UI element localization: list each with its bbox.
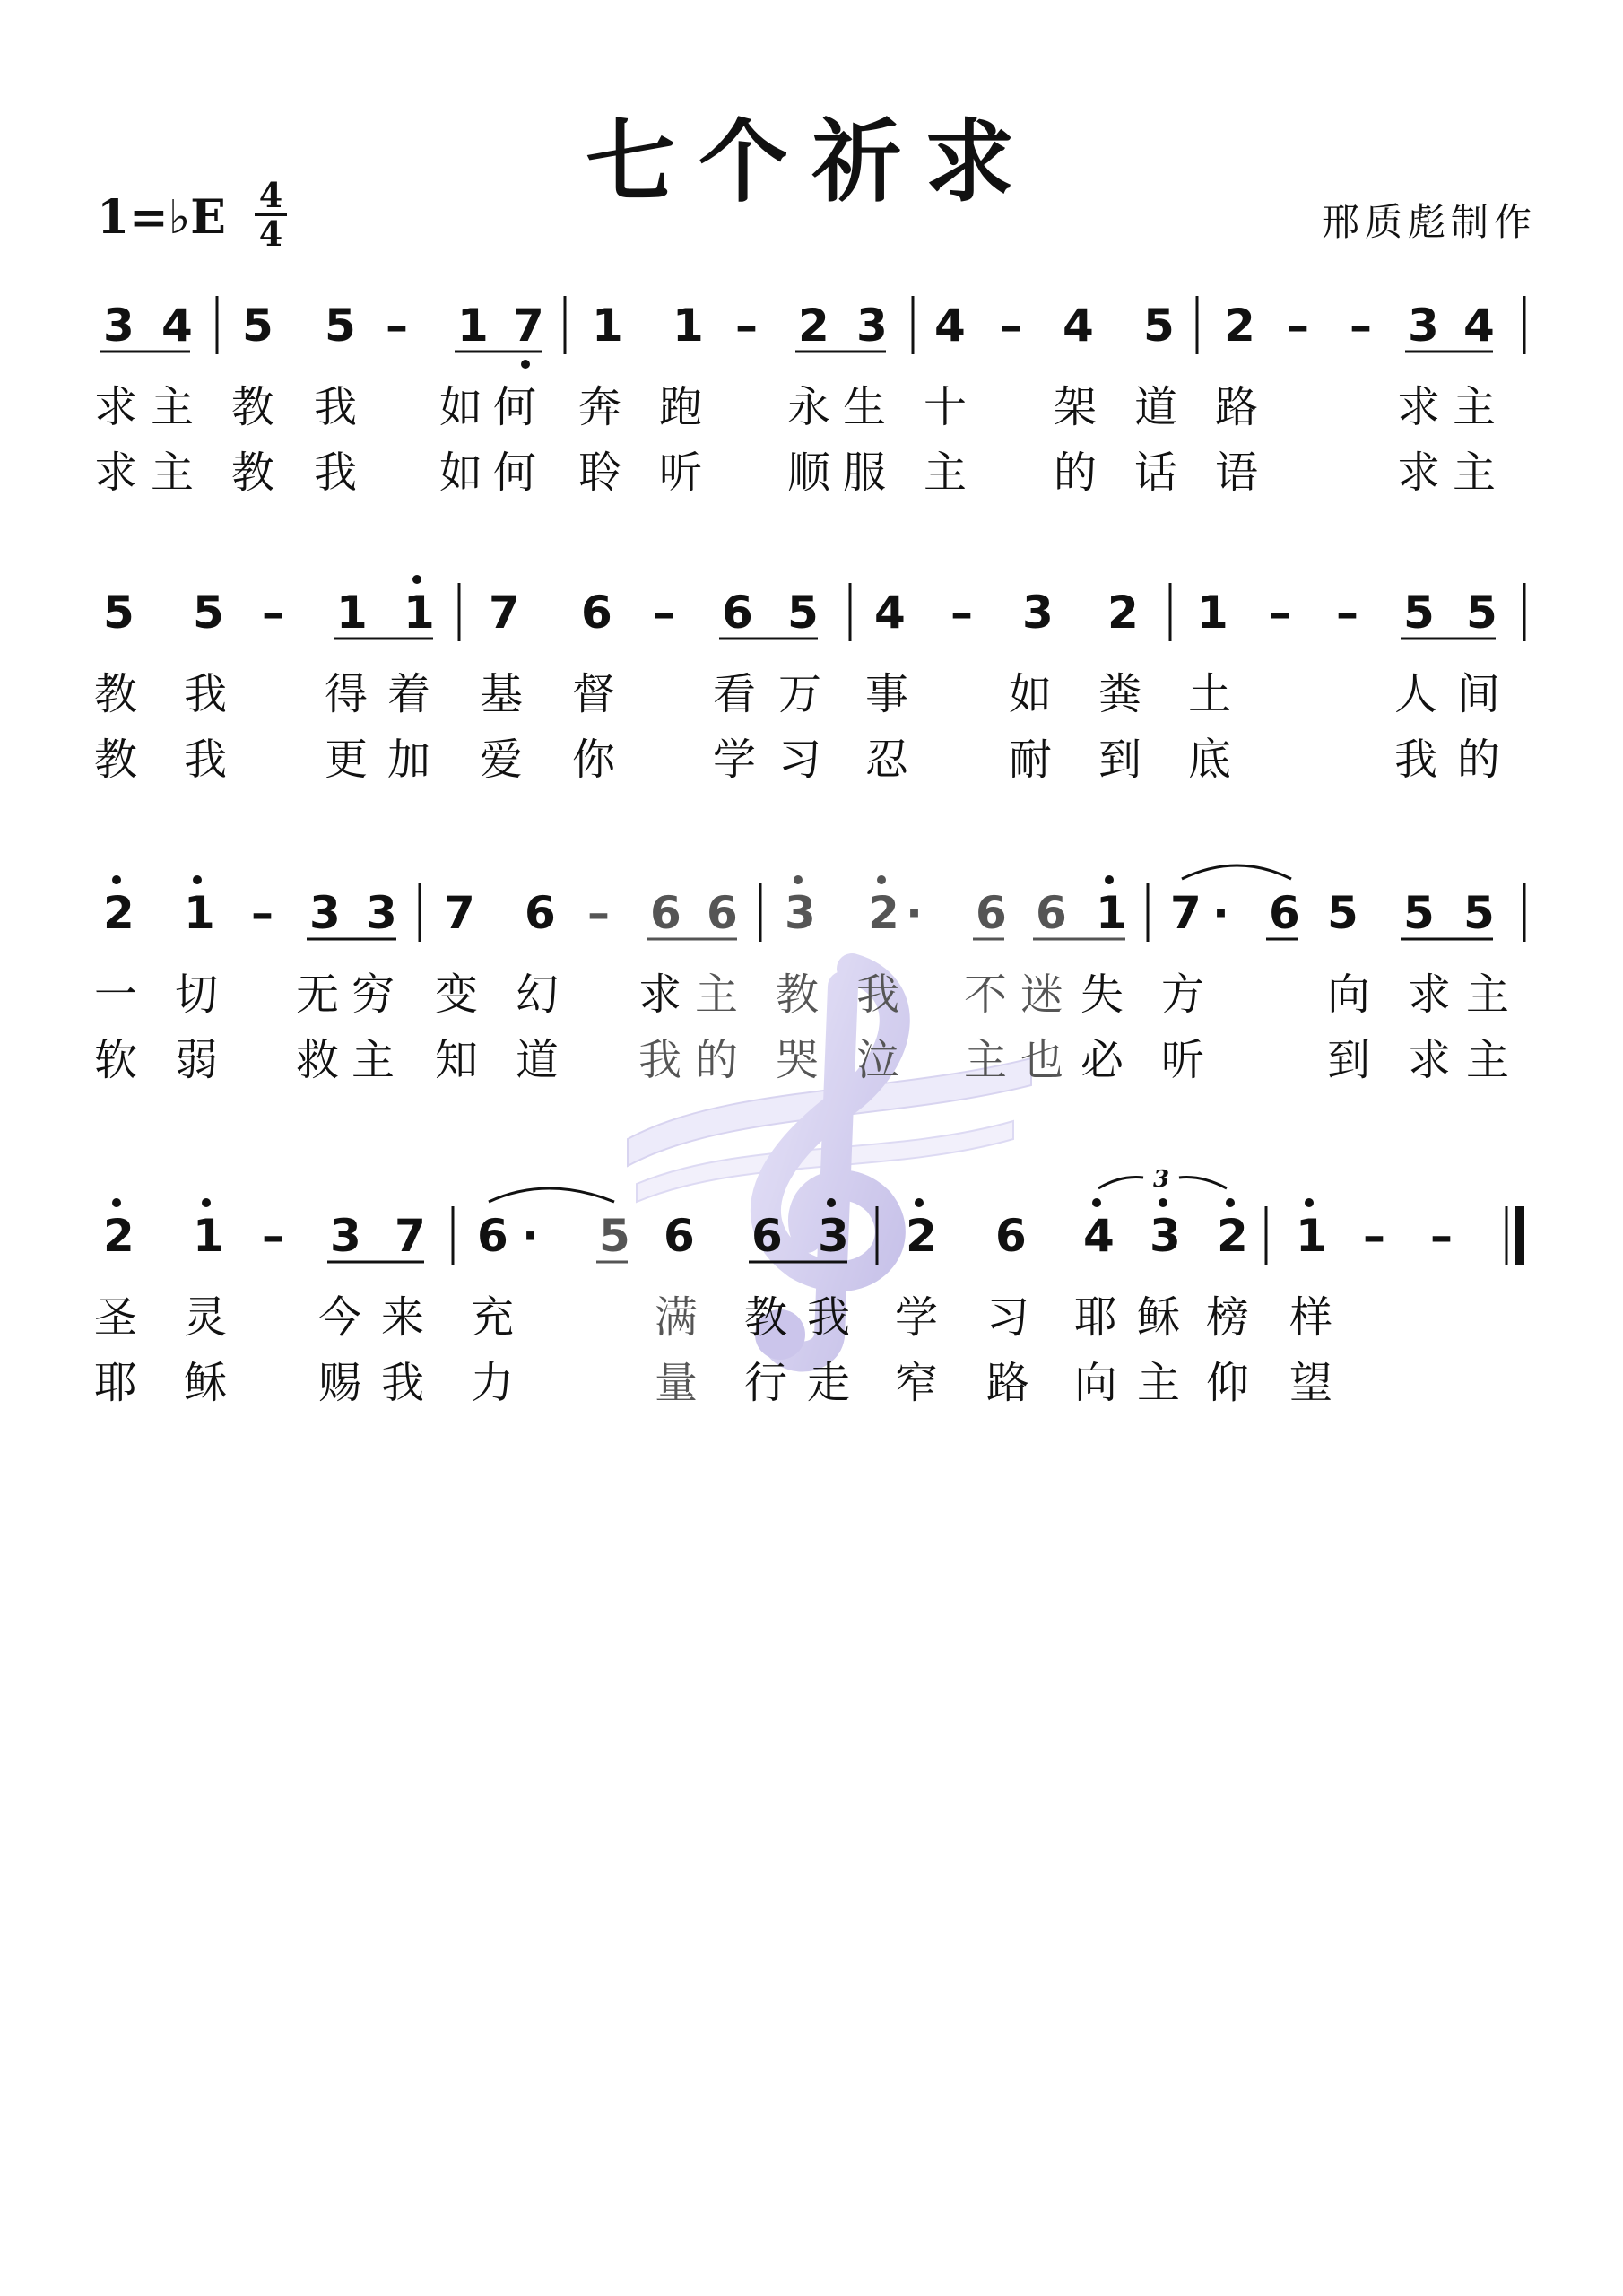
lyric-line-1 <box>0 372 1623 432</box>
lyric: 泣 <box>856 1035 900 1085</box>
lyric: 底 <box>1188 735 1232 785</box>
note: 1 <box>184 887 215 939</box>
lyric: 样 <box>1289 1292 1333 1343</box>
note: 6 <box>1269 887 1300 939</box>
lyric: 教 <box>94 735 138 785</box>
lyric: 变 <box>435 970 479 1020</box>
lyric: 迷 <box>1020 970 1064 1020</box>
note: 7 <box>395 1210 426 1262</box>
lyric: 跑 <box>659 382 703 432</box>
author-credit: 邢质彪制作 <box>1321 200 1537 244</box>
note: – <box>950 587 973 639</box>
note: 5 <box>1403 587 1435 639</box>
lyric: 顺 <box>787 448 831 498</box>
note: 6 <box>664 1210 695 1262</box>
note: – <box>1363 1210 1385 1262</box>
octave-dot-above <box>1092 1198 1101 1207</box>
lyric: 求 <box>1408 1035 1452 1085</box>
lyric: 看 <box>713 669 757 719</box>
lyric: 力 <box>471 1358 515 1408</box>
lyric: 更 <box>325 735 369 785</box>
lyric: 行 <box>744 1358 788 1408</box>
note: · <box>522 1210 539 1262</box>
lyric: 幻 <box>516 970 560 1020</box>
note: 2 <box>1217 1210 1248 1262</box>
note: 1 <box>404 587 435 639</box>
lyric: 习 <box>778 735 822 785</box>
lyric: 走 <box>807 1358 851 1408</box>
lyric: 我 <box>638 1035 682 1085</box>
note: – <box>1350 300 1372 352</box>
octave-dot-above <box>1305 1198 1314 1207</box>
lyric: 满 <box>655 1292 699 1343</box>
note: – <box>1287 300 1309 352</box>
lyric-line-2 <box>0 438 1623 498</box>
note: 2 <box>103 1210 135 1262</box>
lyric: 哭 <box>776 1035 820 1085</box>
note: 3 <box>330 1210 361 1262</box>
lyric: 如 <box>439 448 483 498</box>
octave-dot-above <box>794 875 803 884</box>
octave-dot-above <box>202 1198 211 1207</box>
note: 2 <box>1224 300 1255 352</box>
note: 3 <box>1150 1210 1181 1262</box>
lyric: 道 <box>516 1035 560 1085</box>
note: 2 <box>798 300 829 352</box>
lyric-line-1 <box>0 659 1623 719</box>
lyric: 何 <box>493 382 537 432</box>
note: – <box>1000 300 1022 352</box>
lyric: 求 <box>94 448 138 498</box>
lyric: 量 <box>655 1358 699 1408</box>
lyric: 的 <box>1054 448 1098 498</box>
note: 1 <box>457 300 489 352</box>
lyric: 也 <box>1020 1035 1064 1085</box>
lyric: 主 <box>352 1035 395 1085</box>
lyric: 知 <box>435 1035 479 1085</box>
lyric-line-1 <box>0 960 1623 1020</box>
lyric: 服 <box>843 448 887 498</box>
lyric: 稣 <box>184 1358 228 1408</box>
note: 3 <box>366 887 397 939</box>
lyric: 十 <box>924 382 968 432</box>
lyric: 主 <box>1466 970 1510 1020</box>
lyric: 听 <box>1161 1035 1205 1085</box>
note: – <box>251 887 273 939</box>
lyric: 求 <box>638 970 682 1020</box>
lyric: 教 <box>744 1292 788 1343</box>
lyric: 来 <box>381 1292 425 1343</box>
octave-dot-above <box>112 1198 121 1207</box>
note: 2 <box>868 887 899 939</box>
note: – <box>1269 587 1291 639</box>
lyric: 听 <box>659 448 703 498</box>
note: 6 <box>477 1210 508 1262</box>
note: 3 <box>818 1210 849 1262</box>
note: 4 <box>1463 300 1495 352</box>
lyric: 主 <box>151 448 195 498</box>
lyric: 粪 <box>1098 669 1142 719</box>
note: – <box>386 300 408 352</box>
lyric: 一 <box>94 970 138 1020</box>
lyric: 主 <box>1453 382 1497 432</box>
lyric: 事 <box>865 669 909 719</box>
lyric-line-2 <box>0 1348 1623 1408</box>
lyric: 如 <box>439 382 483 432</box>
lyric: 架 <box>1054 382 1098 432</box>
note: 1 <box>1096 887 1127 939</box>
lyric: 耐 <box>1009 735 1053 785</box>
lyric: 万 <box>778 669 822 719</box>
lyric: 主 <box>924 448 968 498</box>
lyric: 求 <box>1397 448 1441 498</box>
octave-dot-above <box>877 875 886 884</box>
note: 1 <box>1197 587 1228 639</box>
note: 5 <box>193 587 224 639</box>
note: 5 <box>599 1210 630 1262</box>
note: 5 <box>242 300 273 352</box>
lyric-line-2 <box>0 725 1623 785</box>
lyric: 教 <box>776 970 820 1020</box>
lyric: 如 <box>1009 669 1053 719</box>
octave-dot-above <box>1159 1198 1167 1207</box>
note: 5 <box>787 587 819 639</box>
lyric: 你 <box>572 735 616 785</box>
lyric: 我 <box>184 735 228 785</box>
lyric: 路 <box>986 1358 1030 1408</box>
lyric: 何 <box>493 448 537 498</box>
lyric: 求 <box>94 382 138 432</box>
note: 7 <box>513 300 544 352</box>
lyric-line-1 <box>0 1283 1623 1343</box>
lyric: 到 <box>1327 1035 1371 1085</box>
lyric: 稣 <box>1137 1292 1181 1343</box>
note: – <box>262 587 284 639</box>
lyric: 向 <box>1327 970 1371 1020</box>
lyric: 主 <box>1453 448 1497 498</box>
note: 7 <box>489 587 520 639</box>
lyric: 望 <box>1289 1358 1333 1408</box>
note: 6 <box>525 887 556 939</box>
lyric: 软 <box>94 1035 138 1085</box>
note: 3 <box>785 887 816 939</box>
note: 1 <box>592 300 623 352</box>
lyric: 着 <box>387 669 431 719</box>
lyric: 教 <box>231 448 275 498</box>
system-1 <box>0 287 1623 538</box>
lyric: 穷 <box>352 970 395 1020</box>
note: 3 <box>856 300 888 352</box>
octave-dot-above <box>1226 1198 1235 1207</box>
note: 5 <box>1463 887 1495 939</box>
note: 4 <box>161 300 193 352</box>
note: – <box>653 587 675 639</box>
note: 6 <box>1036 887 1067 939</box>
note: – <box>735 300 758 352</box>
lyric: 失 <box>1081 970 1124 1020</box>
lyric: 主 <box>964 1035 1008 1085</box>
note: – <box>587 887 610 939</box>
system-3 <box>0 874 1623 1126</box>
lyric: 话 <box>1134 448 1178 498</box>
lyric: 主 <box>151 382 195 432</box>
note: 5 <box>1327 887 1358 939</box>
note: 6 <box>650 887 681 939</box>
lyric: 向 <box>1074 1358 1118 1408</box>
lyric: 窄 <box>895 1358 939 1408</box>
lyric: 不 <box>964 970 1008 1020</box>
lyric: 土 <box>1188 669 1232 719</box>
triplet-number: 3 <box>1153 1166 1170 1193</box>
lyric: 加 <box>387 735 431 785</box>
note: 3 <box>309 887 341 939</box>
octave-dot-below <box>521 360 530 369</box>
note: 5 <box>1466 587 1497 639</box>
note: 3 <box>1022 587 1054 639</box>
note: 5 <box>1403 887 1435 939</box>
lyric: 主 <box>695 970 739 1020</box>
final-barline-thick <box>1515 1206 1524 1265</box>
lyric: 求 <box>1397 382 1441 432</box>
lyric: 督 <box>572 669 616 719</box>
lyric: 必 <box>1081 1035 1124 1085</box>
note: 4 <box>934 300 966 352</box>
octave-dot-above <box>1105 875 1114 884</box>
octave-dot-above <box>827 1198 836 1207</box>
note: 4 <box>1063 300 1094 352</box>
lyric: 我 <box>381 1358 425 1408</box>
lyric: 耶 <box>94 1358 138 1408</box>
note: 3 <box>1408 300 1439 352</box>
song-title: 七个祈求 <box>586 109 1037 214</box>
lyric: 我 <box>314 448 358 498</box>
lyric: 耶 <box>1074 1292 1118 1343</box>
note: 7 <box>444 887 475 939</box>
lyric: 充 <box>471 1292 515 1343</box>
note: 2 <box>103 887 135 939</box>
lyric: 路 <box>1215 382 1259 432</box>
lyric: 我 <box>314 382 358 432</box>
note: – <box>1430 1210 1453 1262</box>
lyric: 切 <box>175 970 219 1020</box>
time-signature <box>255 175 287 254</box>
lyric: 赐 <box>318 1358 362 1408</box>
octave-dot-above <box>412 575 421 584</box>
key-signature: 1=♭E <box>97 190 226 245</box>
note: 2 <box>906 1210 937 1262</box>
lyric: 永 <box>787 382 831 432</box>
lyric: 学 <box>895 1292 939 1343</box>
lyric: 方 <box>1161 970 1205 1020</box>
lyric: 圣 <box>94 1292 138 1343</box>
lyric: 生 <box>843 382 887 432</box>
lyric: 榜 <box>1206 1292 1250 1343</box>
lyric: 人 <box>1394 669 1438 719</box>
note: 1 <box>193 1210 224 1262</box>
lyric: 主 <box>1466 1035 1510 1085</box>
lyric: 主 <box>1137 1358 1181 1408</box>
lyric: 教 <box>231 382 275 432</box>
lyric: 的 <box>1457 735 1501 785</box>
lyric: 到 <box>1098 735 1142 785</box>
note: 6 <box>976 887 1007 939</box>
lyric: 我 <box>184 669 228 719</box>
lyric: 仰 <box>1206 1358 1250 1408</box>
note: 4 <box>1083 1210 1115 1262</box>
note: · <box>1212 887 1229 939</box>
note: 6 <box>995 1210 1027 1262</box>
time-bottom: 4 <box>258 213 283 254</box>
system-4 <box>0 1166 1623 1448</box>
lyric: 无 <box>296 970 340 1020</box>
tie <box>489 1188 614 1202</box>
lyric: 学 <box>713 735 757 785</box>
note: 2 <box>1107 587 1139 639</box>
note: – <box>1336 587 1358 639</box>
tie <box>1182 865 1291 879</box>
lyric: 奔 <box>578 382 622 432</box>
note: 5 <box>325 300 356 352</box>
lyric: 灵 <box>184 1292 228 1343</box>
lyric: 救 <box>296 1035 340 1085</box>
lyric: 得 <box>325 669 369 719</box>
lyric: 我 <box>807 1292 851 1343</box>
system-2 <box>0 574 1623 825</box>
lyric: 爱 <box>480 735 524 785</box>
note: 1 <box>1296 1210 1327 1262</box>
note: 6 <box>581 587 612 639</box>
octave-dot-above <box>193 875 202 884</box>
note: 6 <box>722 587 753 639</box>
lyric: 我 <box>856 970 900 1020</box>
lyric: 忍 <box>865 735 909 785</box>
lyric: 聆 <box>578 448 622 498</box>
note: 5 <box>103 587 135 639</box>
lyric: 教 <box>94 669 138 719</box>
lyric: 弱 <box>175 1035 219 1085</box>
note: 6 <box>751 1210 783 1262</box>
lyric: 我 <box>1394 735 1438 785</box>
note: 5 <box>1143 300 1175 352</box>
lyric: 间 <box>1457 669 1501 719</box>
lyric: 求 <box>1408 970 1452 1020</box>
lyric-line-2 <box>0 1025 1623 1085</box>
octave-dot-above <box>112 875 121 884</box>
lyric: 习 <box>986 1292 1030 1343</box>
note: 6 <box>707 887 738 939</box>
note: 3 <box>103 300 135 352</box>
lyric: 今 <box>318 1292 362 1343</box>
time-top: 4 <box>258 175 283 215</box>
note: 4 <box>874 587 906 639</box>
octave-dot-above <box>915 1198 924 1207</box>
note: – <box>262 1210 284 1262</box>
lyric: 道 <box>1134 382 1178 432</box>
note: 1 <box>336 587 368 639</box>
lyric: 基 <box>480 669 524 719</box>
lyric: 语 <box>1215 448 1259 498</box>
note: 1 <box>673 300 704 352</box>
lyric: 的 <box>695 1035 739 1085</box>
note: · <box>906 887 923 939</box>
note: 7 <box>1170 887 1202 939</box>
